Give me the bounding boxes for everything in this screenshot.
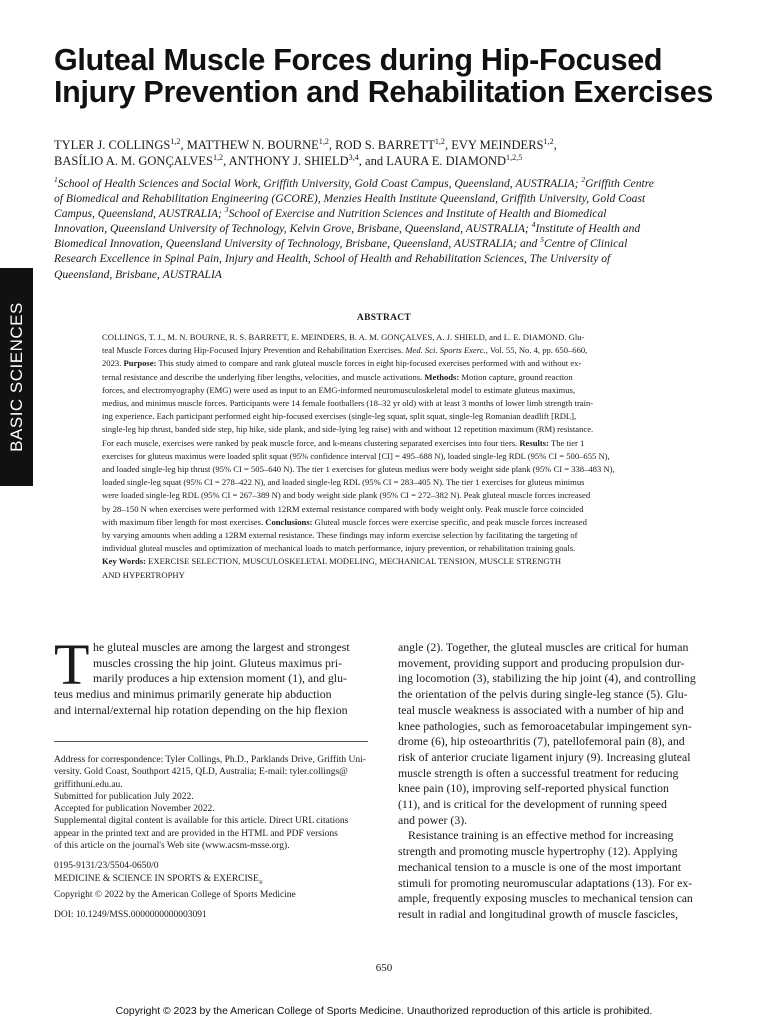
affiliation-text: School of Health Sciences and Social Work, Griffith University, Gold Coast Campus, Queensland, AUSTRALIA; [57,177,582,190]
abstract-section-label: Purpose: [123,358,157,369]
footnote-line: griffithuni.edu.au. [54,779,123,790]
author-list [54,137,734,169]
affiliation-text: Innovation, Queensland University of Technology, Kelvin Grove, Brisbane, Queensland, AUSTRALIA; [54,222,532,236]
correspondence-footnote [54,754,372,921]
affiliation-text: Biomedical Innovation, Queensland University of Technology, Brisbane, Queensland, AUSTRALIA; and [54,237,541,251]
author-name: LAURA E. DIAMOND [386,154,507,168]
affiliation-line: Research Excellence in Spinal Pain, Injury and Health, School of Health and Rehabilitation Sciences, The University of [54,252,611,266]
footnote-line: appear in the printed text and are provided in the HTML and PDF versions [54,828,338,839]
drop-cap: T [54,632,90,697]
abstract-text: This study aimed to compare and rank gluteal muscle forces in eight hip-focused exercises performed with and without ex- [156,358,582,369]
body-line: he gluteal muscles are among the largest and strongest [93,640,350,654]
affiliation-sup: 1 [54,175,58,185]
body-line: marily produces a hip extension moment (1), and glu- [93,671,347,686]
section-side-tab-label: BASIC SCIENCES [6,302,26,452]
footnote-spacer [54,852,372,860]
body-line: result in radial and longitudinal growth of muscle fascicles, [398,906,679,921]
registered-mark: ® [258,879,264,886]
abstract-text: For each muscle, exercises were ranked by peak muscle force, and k-means clustering separated exercises into four tiers. [102,437,520,448]
abstract-line: and loaded single-leg hip thrust (95% CI = 505–640 N). The tier 1 exercises for gluteus medius were body weight side plank (95% CI = 338–483 N), [102,464,615,475]
abstract-line: by 28–150 N when exercises were performed with 12RM external resistance compared with body weight only. Peak muscle force coincided [102,503,584,514]
abstract-line: ing experience. Each participant performed eight hip-focused exercises (single-leg squat, split squat, single-leg Romanian deadlift [RDL], [102,411,577,422]
affiliation-text: Griffith Centre [585,177,654,190]
body-line: the orientation of the pelvis during single-leg stance (5). Glu- [398,687,688,702]
body-line: drome (6), hip osteoarthritis (7), patellofemoral pain (8), and [398,734,685,749]
affiliation-text: School of Exercise and Nutrition Sciences and Institute of Health and Biomedical [228,207,607,221]
author-name: TYLER J. COLLINGS [54,138,171,152]
abstract-line: forces, and electromyography (EMG) were used as input to an EMG-informed neuromusculoskeletal model to estimate gluteus maximus, [102,384,576,395]
affiliation-text: Campus, Queensland, AUSTRALIA; [54,207,225,221]
author-affiliation-sup: 1,2 [318,136,329,146]
body-line: and internal/external hip rotation depending on the hip flexion [54,702,348,717]
affiliation-line [54,236,718,251]
keywords-label: Key Words: [102,556,147,567]
title-line-1: Gluteal Muscle Forces during Hip-Focused [54,43,663,77]
body-line: teus medius and minimus primarily generate hip abduction [54,687,332,702]
affiliation-line: Queensland, Brisbane, AUSTRALIA [54,267,222,281]
affiliations [54,176,718,282]
author-affiliation-sup: 3,4 [348,152,359,162]
abstract-line: COLLINGS, T. J., M. N. BOURNE, R. S. BARRETT, E. MEINDERS, B. A. M. GONÇALVES, A. J. SHIELD, and L. E. DIAMOND. Glu- [102,332,585,342]
footnote-line: Submitted for publication July 2022. [54,791,194,802]
footnote-divider [54,741,368,742]
abstract-text: with maximum fiber length for most exercises. [102,516,266,527]
affiliation-line [54,221,718,236]
author-affiliation-sup: 1,2,5 [506,152,523,162]
title-line-2: Injury Prevention and Rehabilitation Exercises [54,75,714,109]
abstract-line [102,516,702,529]
affiliation-sup: 4 [531,220,536,230]
affiliation-line [54,176,718,191]
footnote-line: Address for correspondence: Tyler Collings, Ph.D., Parklands Drive, Griffith Uni- [54,755,366,765]
author-affiliation-sup: 1,2 [170,136,181,146]
doi-line: DOI: 10.1249/MSS.0000000000003091 [54,910,207,921]
abstract-section-label: Methods: [424,371,460,382]
body-line: mechanical tension to a muscle is one of the most important [398,859,682,874]
keywords-line: AND HYPERTROPHY [102,569,185,580]
body-line: teal muscle weakness is associated with a number of hip and [398,702,684,717]
body-line: (11), and is critical for the development of running speed [398,797,667,812]
author-name: ANTHONY J. SHIELD [228,154,349,168]
body-line: ing locomotion (3), stabilizing the hip joint (4), and controlling [398,671,696,686]
footnote-line: versity. Gold Coast, Southport 4215, QLD, Australia; E-mail: tyler.collings@ [54,767,348,778]
body-line: and power (3). [398,812,468,827]
author-affiliation-sup: 1,2 [543,136,554,146]
footnote-spacer [54,901,372,909]
footnote-line: Accepted for publication November 2022. [54,804,215,815]
author-conjunction: and [365,154,384,168]
body-line: knee pain (10), improving self-reported physical function [398,781,669,796]
affiliation-sup: 2 [581,175,586,185]
body-line: risk of anterior cruciate ligament injury (9). Increasing gluteal [398,749,691,764]
footnote-line: Supplemental digital content is available for this article. Direct URL citations [54,816,349,827]
author-name: BASÍLIO A. M. GONÇALVES [54,154,213,168]
body-line: Resistance training is an effective method for increasing [408,828,674,843]
abstract-text: Gluteal muscle forces were exercise specific, and peak muscle forces increased [312,516,587,527]
body-line: knee pathologies, such as femoroacetabular impingement syn- [398,718,692,733]
author-line-2: BASÍLIO A. M. GONÇALVES$^{1,2}$, ANTHONY J. SHIELD$^{3,4}$, and LAURA E. DIAMOND$^{1,2,5}$ [54,152,523,168]
abstract-heading: ABSTRACT [356,313,412,323]
abstract-line: single-leg hip thrust, banded side step, hip hike, side plank, and side-lying leg raise) with and without 12 repetition maximum (RM) resistance. [102,424,594,435]
body-column-left [54,640,372,719]
section-side-tab [0,268,33,486]
page-number: 650 [375,962,393,974]
author-name: ROD S. BARRETT [335,138,435,152]
body-line: angle (2). Together, the gluteal muscles are critical for human [398,640,689,654]
abstract-section-label: Results: [519,437,549,448]
affiliation-sup: 3 [224,205,229,215]
body-line: movement, providing support and producing propulsion dur- [398,655,685,670]
abstract-line: exercises for gluteus maximus were loaded split squat (95% confidence interval [CI] = 495–688 N), loaded single-leg RDL (95% CI = 500–655 N), [102,450,610,461]
footnote-line: 0195-9131/23/5504-0650/0 [54,861,159,872]
keywords-text: EXERCISE SELECTION, MUSCULOSKELETAL MODELING, MECHANICAL TENSION, MUSCLE STRENGTH [146,556,562,567]
affiliation-text: Centre of Clinical [544,237,628,251]
abstract-line: loaded single-leg squat (95% CI = 278–422 N), and loaded single-leg RDL (95% CI = 283–405 N). The tier 1 exercises for gluteus minimus [102,477,585,488]
abstract-line [102,357,702,370]
affiliation-line: of Biomedical and Rehabilitation Engineering (GCORE), Menzies Health Institute Queensland, Griffith University, Gold Coast [54,192,646,206]
article-title [54,44,734,108]
body-column-right [398,640,716,923]
author-line-1: TYLER J. COLLINGS$^{1,2}$, MATTHEW N. BOURNE$^{1,2}$, ROD S. BARRETT$^{1,2}$, EVY MEINDERS$^{1,2}$, [54,136,557,152]
abstract-text: 2023. [102,358,124,369]
affiliation-line [54,206,718,221]
author-name: EVY MEINDERS [451,138,544,152]
body-line: muscles crossing the hip joint. Gluteus maximus pri- [93,655,343,670]
affiliation-text: Institute of Health and [535,222,641,236]
abstract-line [102,344,702,357]
keywords-line [102,555,702,568]
abstract-line: were loaded single-leg RDL (95% CI = 267–389 N) and body weight side plank (95% CI = 272–382 N). Peak gluteal muscle forces increased [102,490,591,501]
affiliation-sup: 5 [540,235,544,245]
abstract-line: by varying amounts when adding a 12RM external resistance. These findings may inform exercise selection by facilitating the targeting of [102,530,578,541]
footnote-line: of this article on the journal's Web site (www.acsm-msse.org). [54,841,290,852]
body-line: muscle strength is often a successful treatment for reducing [398,765,679,780]
abstract-text: The tier 1 [548,437,585,448]
abstract-line: medius, and minimus muscle forces. Participants were 14 female footballers (18–32 yr old) with at least 3 months of lower limb strength train- [102,398,594,409]
abstract-line: individual gluteal muscles and optimization of mechanical loads to match performance, injury prevention, or rehabilitation training goals. [102,543,576,554]
abstract-text: teal Muscle Forces during Hip-Focused Injury Prevention and Rehabilitation Exercises. [102,345,406,356]
abstract-text: , Vol. 55, No. 4, pp. 650–660, [485,345,588,356]
author-name: MATTHEW N. BOURNE [186,138,319,152]
abstract-text: Motion capture, ground reaction [459,371,573,382]
body-line: stimuli for promoting neuromuscular adaptations (13). For ex- [398,875,693,890]
abstract-line [102,437,702,450]
journal-title: MEDICINE & SCIENCE IN SPORTS & EXERCISE [54,873,259,884]
journal-name: Med. Sci. Sports Exerc. [405,345,486,356]
author-affiliation-sup: 1,2 [212,152,224,162]
abstract-line [102,371,702,384]
body-line: ample, frequently exposing muscles to mechanical tension can [398,891,693,906]
footnote-line: Copyright © 2022 by the American College of Sports Medicine [54,889,296,900]
footnote-line [54,873,372,889]
abstract-body [102,331,702,582]
author-affiliation-sup: 1,2 [434,136,445,146]
copyright-notice: Copyright © 2023 by the American College of Sports Medicine. Unauthorized reproduction of this article is prohibited. [115,1006,653,1017]
abstract-section-label: Conclusions: [265,516,313,527]
abstract-text: ternal resistance and describe the underlying fiber lengths, velocities, and muscle activations. [102,371,425,382]
body-line: strength and promoting muscle hypertrophy (12). Applying [398,844,678,859]
